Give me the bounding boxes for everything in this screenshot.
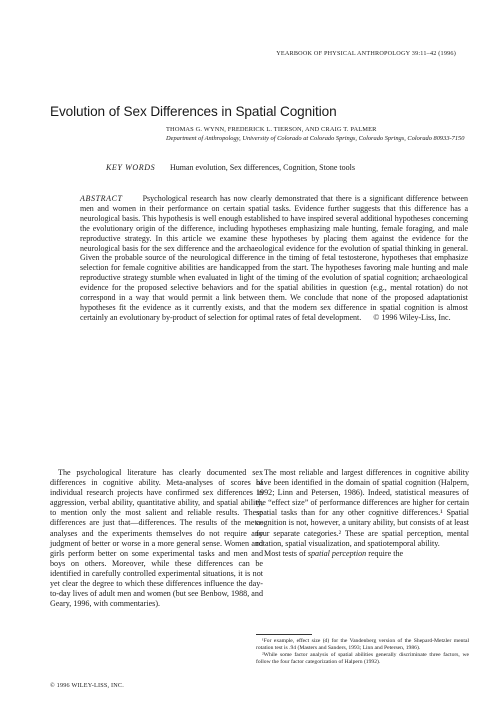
abstract-block bbox=[80, 194, 468, 323]
emphasized-term: spatial perception bbox=[307, 548, 367, 558]
journal-running-header: YEARBOOK OF PHYSICAL ANTHROPOLOGY 39:11–42 (1996) bbox=[276, 50, 456, 57]
abstract-copyright: © 1996 Wiley-Liss, Inc. bbox=[373, 312, 451, 322]
body-paragraph: The most reliable and largest differences in cognitive ability have been identified in the domain of spatial cognition (Halpern, 1992; Linn and Petersen, 1986). Indeed, statistical measures of the “effect size” of performance differences are higher for certain spatial tasks than for any other cognitive differences.¹ Spatial cognition is not, however, a unitary ability, but consists of at least four separate categories.² These are spatial perception, mental rotation, spatial visualization, and spatiotemporal ability. bbox=[256, 468, 469, 548]
author-affiliation: Department of Anthropology, University of Colorado at Colorado Springs, Colorado Springs, Colorado 80933-7150 bbox=[166, 135, 465, 142]
keywords-list: Human evolution, Sex differences, Cognition, Stone tools bbox=[170, 163, 355, 172]
body-paragraph bbox=[256, 549, 469, 559]
footnote: ²While some factor analysis of spatial abilities generally discriminate three factors, we follow the four factor categorization of Halpern (1992). bbox=[256, 652, 469, 665]
paragraph-text: require the bbox=[366, 548, 404, 558]
keywords-block bbox=[106, 163, 466, 173]
footnotes-block bbox=[256, 638, 469, 666]
author-list: THOMAS G. WYNN, FREDERICK L. TIERSON, AND CRAIG T. PALMER bbox=[166, 126, 377, 133]
abstract-text: Psychological research has now clearly demonstrated that there is a significant difference between men and women in their performance on certain spatial tasks. Evidence further suggests that this difference has a neurological basis. This hypothesis is well enough established to have inspired several additional hypotheses concerning the evolutionary origin of the difference, including hypotheses emphasizing male hunting, female foraging, and male reproductive strategy. In this article we examine these hypotheses by placing them against the evidence for the neurological basis for the sex difference and the archaeological evidence for the evolution of spatial thinking in general. Given the probable source of the neurological difference in the timing of fetal testosterone, hypotheses that emphasize selection for female cognitive abilities are handicapped from the start. The hypotheses favoring male hunting and male reproductive strategy stumble when evaluated in light of the timing of the evolution of spatial cognition; archaeological evidence for the proposed selective behaviors and for the spatial abilities in question (e.g., mental rotation) do not correspond in a way that would permit a link between them. We conclude that none of the proposed adaptationist hypotheses fit the evidence as it currently exists, and that the modern sex difference in spatial cognition is almost certainly an evolutionary by-product of selection for optimal rates of fetal development. bbox=[80, 194, 468, 322]
abstract-label: ABSTRACT bbox=[80, 194, 123, 203]
body-column-left bbox=[50, 468, 263, 609]
paragraph-text: Most tests of bbox=[264, 548, 308, 558]
body-column-right bbox=[256, 468, 469, 559]
article-title: Evolution of Sex Differences in Spatial Cognition bbox=[50, 104, 337, 119]
footnote: ¹For example, effect size (d) for the Vandenberg version of the Shepard-Metzler mental rotation test is .94 (Masters and Sanders, 1993; Linn and Petersen, 1986). bbox=[256, 638, 469, 651]
body-paragraph: The psychological literature has clearly documented sex differences in cognitive ability. Meta-analyses of scores of individual research projects have confirmed sex differences in aggression, verbal ability, quantitative ability, and spatial ability, to mention only the most salient and reliable results. These differences are just that—differences. The results of the meta-analyses and the experiments themselves do not require any judgment of better or worse in a more general sense. Women and girls perform better on some experimental tasks and men and boys on others. Moreover, while these differences can be identified in carefully controlled experimental situations, it is not yet clear the degree to which these differences influence the day-to-day lives of adult men and women (but see Benbow, 1988, and Geary, 1996, with commentaries). bbox=[50, 468, 263, 609]
copyright-footer: © 1996 WILEY-LISS, INC. bbox=[50, 682, 124, 689]
keywords-label: KEY WORDS bbox=[106, 163, 156, 172]
footnote-divider bbox=[256, 634, 312, 635]
